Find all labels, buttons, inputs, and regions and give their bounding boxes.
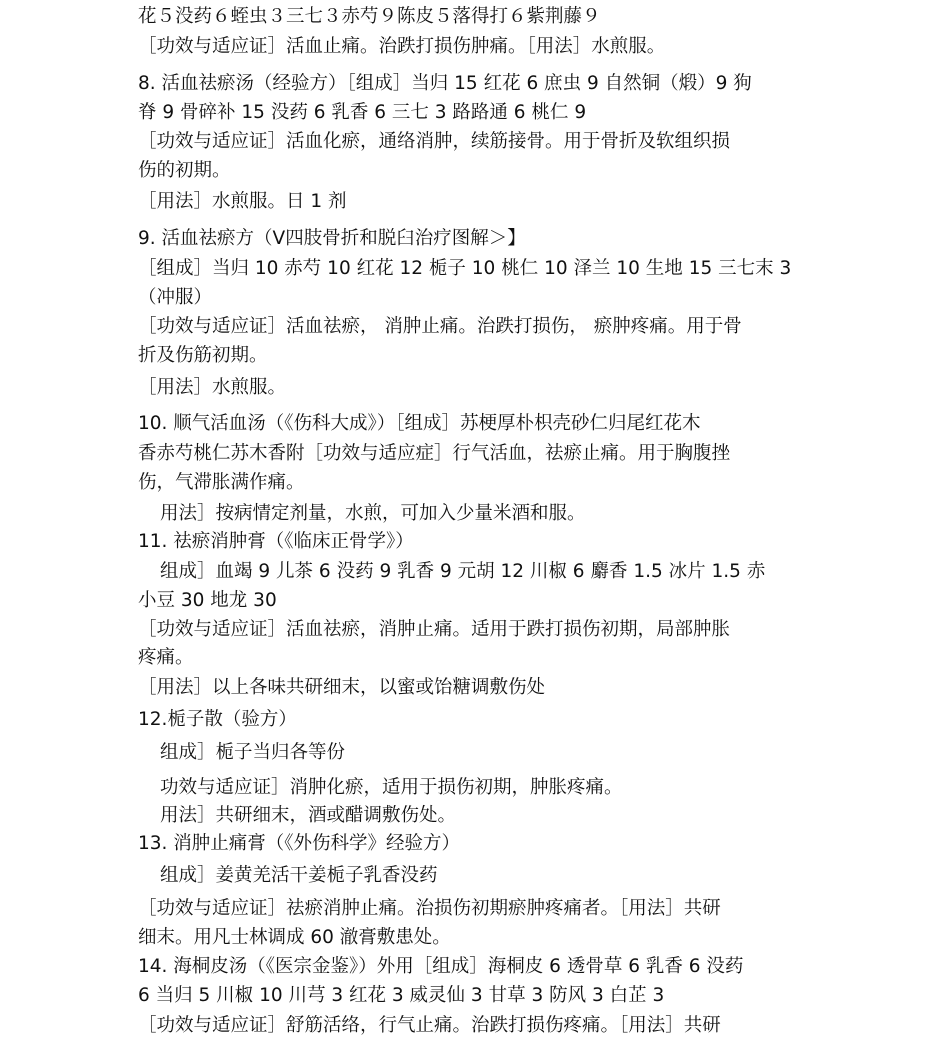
- text-line: 6 当归 5 川椒 10 川芎 3 红花 3 威灵仙 3 甘草 3 防风 3 白芷 3: [138, 985, 665, 1006]
- text-line: ［功效与适应证］祛瘀消肿止痛。治损伤初期瘀肿疼痛者。［用法］共研: [138, 898, 721, 919]
- text-line: ［功效与适应证］活血止痛。治跌打损伤肿痛。［用法］水煎服。: [138, 36, 666, 57]
- text-line: ［功效与适应证］活血祛瘀，消肿止痛。适用于跌打损伤初期，局部肿胀: [138, 619, 731, 640]
- text-line: 14. 海桐皮汤（《医宗金鉴》）外用［组成］海桐皮 6 透骨草 6 乳香 6 没药: [138, 956, 744, 977]
- text-line: 脊 9 骨碎补 15 没药 6 乳香 6 三七 3 路路通 6 桃仁 9: [138, 102, 587, 123]
- text-line: ［功效与适应证］活血祛瘀， 消肿止痛。治跌打损伤， 瘀肿疼痛。用于骨: [138, 316, 742, 337]
- text-line: ［组成］当归 10 赤芍 10 红花 12 栀子 10 桃仁 10 泽兰 10 生地 15 三七末 3: [138, 258, 792, 279]
- text-line: 用法］共研细末，酒或醋调敷伤处。: [160, 805, 457, 826]
- text-line: 小豆 30 地龙 30: [138, 590, 277, 611]
- text-line: 花５没药６蛭虫３三七３赤芍９陈皮５落得打６紫荆藤９: [138, 6, 601, 27]
- text-line: ［用法］以上各味共研细末，以蜜或饴糖调敷伤处: [138, 677, 546, 698]
- text-line: 8. 活血祛瘀汤（经验方）［组成］当归 15 红花 6 庶虫 9 自然铜（煅）9 狗: [138, 73, 752, 94]
- text-line: 组成］血竭 9 儿茶 6 没药 9 乳香 9 元胡 12 川椒 6 麝香 1.5 冰片 1.5 赤: [160, 561, 766, 582]
- text-line: ［用法］水煎服。日 1 剂: [138, 191, 347, 212]
- text-line: 伤，气滞胀满作痛。: [138, 472, 305, 493]
- text-line: 组成］姜黄羌活干姜栀子乳香没药: [160, 865, 438, 886]
- text-line: ［功效与适应证］舒筋活络，行气止痛。治跌打损伤疼痛。［用法］共研: [138, 1015, 721, 1036]
- text-line: 11. 祛瘀消肿膏（《临床正骨学》）: [138, 531, 414, 552]
- text-line: 伤的初期。: [138, 160, 231, 181]
- text-line: 细末。用凡士林调成 60 澈膏敷患处。: [138, 927, 451, 948]
- text-line: 功效与适应证］消肿化瘀，适用于损伤初期，肿胀疼痛。: [160, 777, 623, 798]
- text-line: （冲服）: [138, 287, 213, 308]
- text-line: 9. 活血祛瘀方（Ⅴ四肢骨折和脱臼治疗图解＞】: [138, 228, 526, 249]
- text-line: ［功效与适应证］活血化瘀，通络消肿，续筋接骨。用于骨折及软组织损: [138, 131, 731, 152]
- text-line: 用法］按病情定剂量，水煎，可加入少量米酒和服。: [160, 503, 586, 524]
- text-line: 香赤芍桃仁苏木香附［功效与适应症］行气活血，祛瘀止痛。用于胸腹挫: [138, 443, 731, 464]
- text-line: 折及伤筋初期。: [138, 345, 268, 366]
- text-line: 12.栀子散（验方）: [138, 709, 297, 730]
- document-page: [138, 0, 818, 1050]
- text-line: ［用法］水煎服。: [138, 377, 287, 398]
- text-line: 组成］栀子当归各等份: [160, 742, 346, 763]
- text-line: 10. 顺气活血汤（《伤科大成》）［组成］苏梗厚朴枳壳砂仁归尾红花木: [138, 413, 701, 434]
- text-line: 13. 消肿止痛膏（《外伤科学》经验方）: [138, 833, 461, 854]
- text-line: 疼痛。: [138, 647, 194, 668]
